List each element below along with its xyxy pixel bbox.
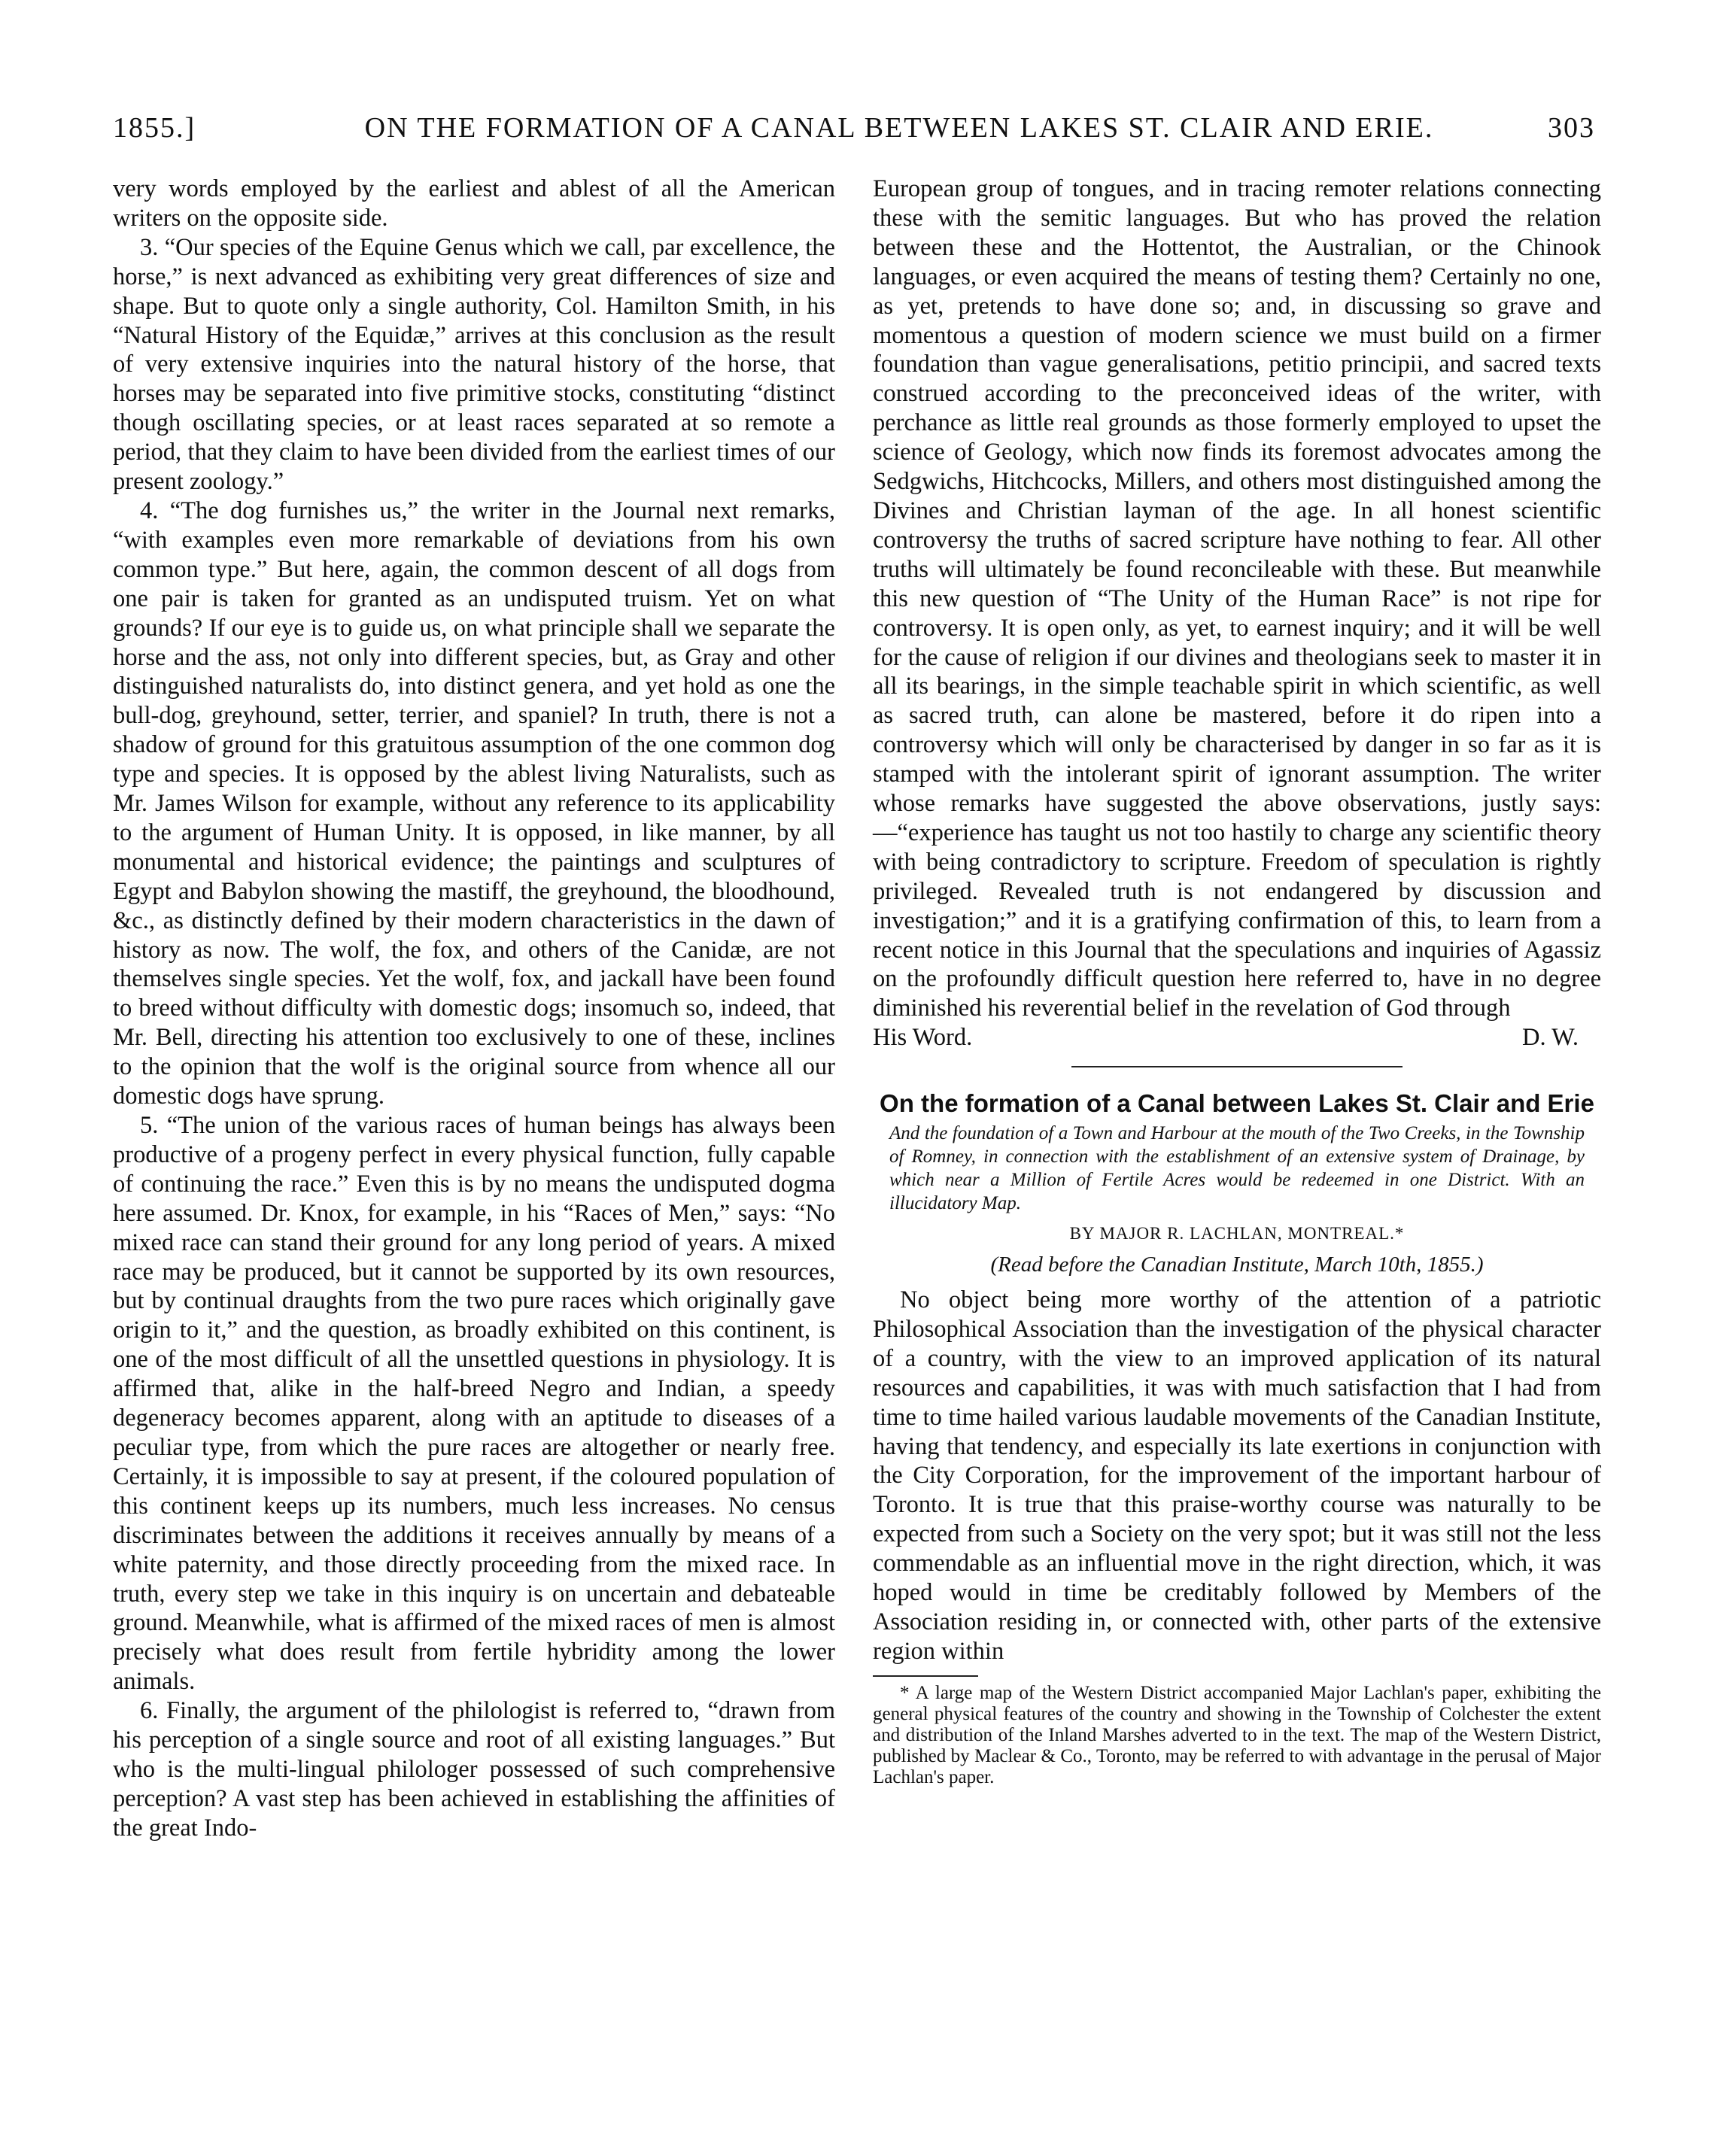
header-year: 1855.] [113,112,196,144]
left-column [113,175,835,1843]
article-body: No object being more worthy of the attention of a patriotic Philosophical Association than the investigation of the physical character of a country, with the view to an improved application of its natural resources and capabilities, it was with much satisfaction that I had from time to time hailed various laudable movements of the Canadian Institute, having that tendency, and especially its late exertions in conjunction with the City Corporation, for the improvement of the important harbour of Toronto. It is true that this praise-worthy course was naturally to be expected from such a Society on the very spot; but it was still not the less commendable as an influential move in the right direction, which, it was hoped would in time be creditably followed by Members of the Association residing in, or connected with, other parts of the extensive region within [873,1286,1601,1665]
header-title: ON THE FORMATION OF A CANAL BETWEEN LAKES ST. CLAIR AND ERIE. [364,112,1434,144]
paragraph: 4. “The dog furnishes us,” the writer in the Journal next remarks, “with examples even more remarkable of deviations from his own common type.” But here, again, the common descent of all dogs from one pair is taken for granted as an undisputed truism. Yet on what grounds? If our eye is to guide us, on what principle shall we separate the horse and the ass, not only into different species, but, as Gray and other distinguished naturalists do, into distinct genera, and yet hold as one the bull-dog, greyhound, setter, terrier, and spaniel? In truth, there is not a shadow of ground for this gratuitous assumption of the one common dog type and species. It is opposed by the ablest living Naturalists, such as Mr. James Wilson for example, without any reference to its applicability to the argument of Human Unity. It is opposed, in like manner, by all monumental and historical evidence; the paintings and sculptures of Egypt and Babylon showing the mastiff, the greyhound, the bloodhound, &c., as distinctly defined by their modern characteristics in the dawn of history as now. The wolf, the fox, and others of the Canidæ, are not themselves single species. Yet the wolf, fox, and jackall have been found to breed without difficulty with domestic dogs; insomuch so, indeed, that Mr. Bell, directing his attention too exclusively to one of these, inclines to the opinion that the wolf is the original source from whence all our domestic dogs have sprung. [113,496,835,1110]
right-column [873,175,1601,1788]
page-number: 303 [1548,112,1595,144]
footnote-divider [873,1675,978,1677]
signature-line [873,1023,1601,1052]
author-signature: D. W. [1522,1024,1579,1052]
article-subtitle: And the foundation of a Town and Harbour at the mouth of the Two Creeks, in the Township of Romney, in connection with the establishment of an extensive system of Drainage, by which near a Million of Fertile Acres would be redeemed in one District. With an illucidatory Map. [889,1123,1585,1214]
paragraph: very words employed by the earliest and ablest of all the American writers on the opposite side. [113,175,835,232]
paragraph: 3. “Our species of the Equine Genus which we call, par excellence, the horse,” is next advanced as exhibiting very great differences of size and shape. But to quote only a single authority, Col. Hamilton Smith, in his “Natural History of the Equidæ,” arrives at this conclusion as the result of very extensive inquiries into the natural history of the horse, that horses may be separated into five primitive stocks, constituting “distinct though oscillating species, or at least races separated at so remote a period, that they claim to have been divided from the earliest times of our present zoology.” [113,233,835,496]
article-byline: BY MAJOR R. LACHLAN, MONTREAL.* [1069,1224,1405,1243]
paragraph: 6. Finally, the argument of the philologist is referred to, “drawn from his perception of a single source and root of all existing languages.” But who is the multi-lingual philologer possessed of such comprehensive perception? A vast step has been achieved in establishing the affinities of the great Indo- [113,1697,835,1842]
running-header [113,111,1595,156]
read-note: (Read before the Canadian Institute, March 10th, 1855.) [990,1253,1484,1277]
footnote: * A large map of the Western District accompanied Major Lachlan's paper, exhibiting the general physical features of the country and showing in the Township of Colchester the extent and distribution of the Inland Marshes adverted to in the text. The map of the Western District, published by Maclear & Co., Toronto, may be referred to with advantage in the perusal of Major Lachlan's paper. [873,1682,1601,1787]
closing-words: His Word. [873,1024,973,1052]
section-divider [1071,1066,1403,1067]
paragraph: 5. “The union of the various races of human beings has always been productive of a progeny perfect in every physical function, fully capable of continuing the race.” Even this is by no means the undisputed dogma here assumed. Dr. Knox, for example, in his “Races of Men,” says: “No mixed race can stand their ground for any long period of years. A mixed race may be produced, but it cannot be supported by its own resources, but by continual draughts from the two pure races which originally gave origin to it,” and the question, as broadly exhibited on this continent, is one of the most difficult of all the unsettled questions in physiology. It is affirmed that, alike in the half-breed Negro and Indian, a speedy degeneracy becomes apparent, along with an aptitude to diseases of a peculiar type, from which the pure races are altogether or nearly free. Certainly, it is impossible to say at present, if the coloured population of this continent keeps up its numbers, much less increases. No census discriminates between the additions it receives annually by means of a white paternity, and those directly proceeding from the mixed race. In truth, every step we take in this inquiry is on uncertain and debateable ground. Meanwhile, what is affirmed of the mixed races of men is almost precisely what does result from fertile hybridity among the lower animals. [113,1112,835,1696]
article-title: On the formation of a Canal between Lakes St. Clair and Erie [880,1089,1594,1118]
paragraph: European group of tongues, and in tracing remoter relations connecting these with the semitic languages. But who has proved the relation between these and the Hottentot, the Australian, or the Chinook languages, or even acquired the means of testing them? Certainly no one, as yet, pretends to have done so; and, in discussing so grave and momentous a question of modern science we must build on a firmer foundation than vague generalisations, petitio principii, and sacred texts construed according to the preconceived ideas of the writer, with perchance as little real grounds as those formerly employed to upset the science of Geology, which now finds its foremost advocates among the Sedgwichs, Hitchcocks, Millers, and others most distinguished among the Divines and Christian layman of the age. In all honest scientific controversy the truths of sacred scripture have nothing to fear. All other truths will ultimately be found reconcileable with these. But meanwhile this new question of “The Unity of the Human Race” is not ripe for controversy. It is open only, as yet, to earnest inquiry; and it will be well for the cause of religion if our divines and theologians seek to master it in all its bearings, in the simple teachable spirit in which scientific, as well as sacred truth, can alone be mastered, before it do ripen into a controversy which will only be characterised by danger in so far as it is stamped with the intolerant spirit of ignorant assumption. The writer whose remarks have suggested the above observations, justly says:—“experience has taught us not too hastily to charge any scientific theory with being contradictory to scripture. Freedom of speculation is rightly privileged. Revealed truth is not endangered by discussion and investigation;” and it is a gratifying confirmation of this, to learn from a recent notice in this Journal that the speculations and inquiries of Agassiz on the profoundly difficult question here referred to, have in no degree diminished his reverential belief in the revelation of God through [873,175,1601,1022]
